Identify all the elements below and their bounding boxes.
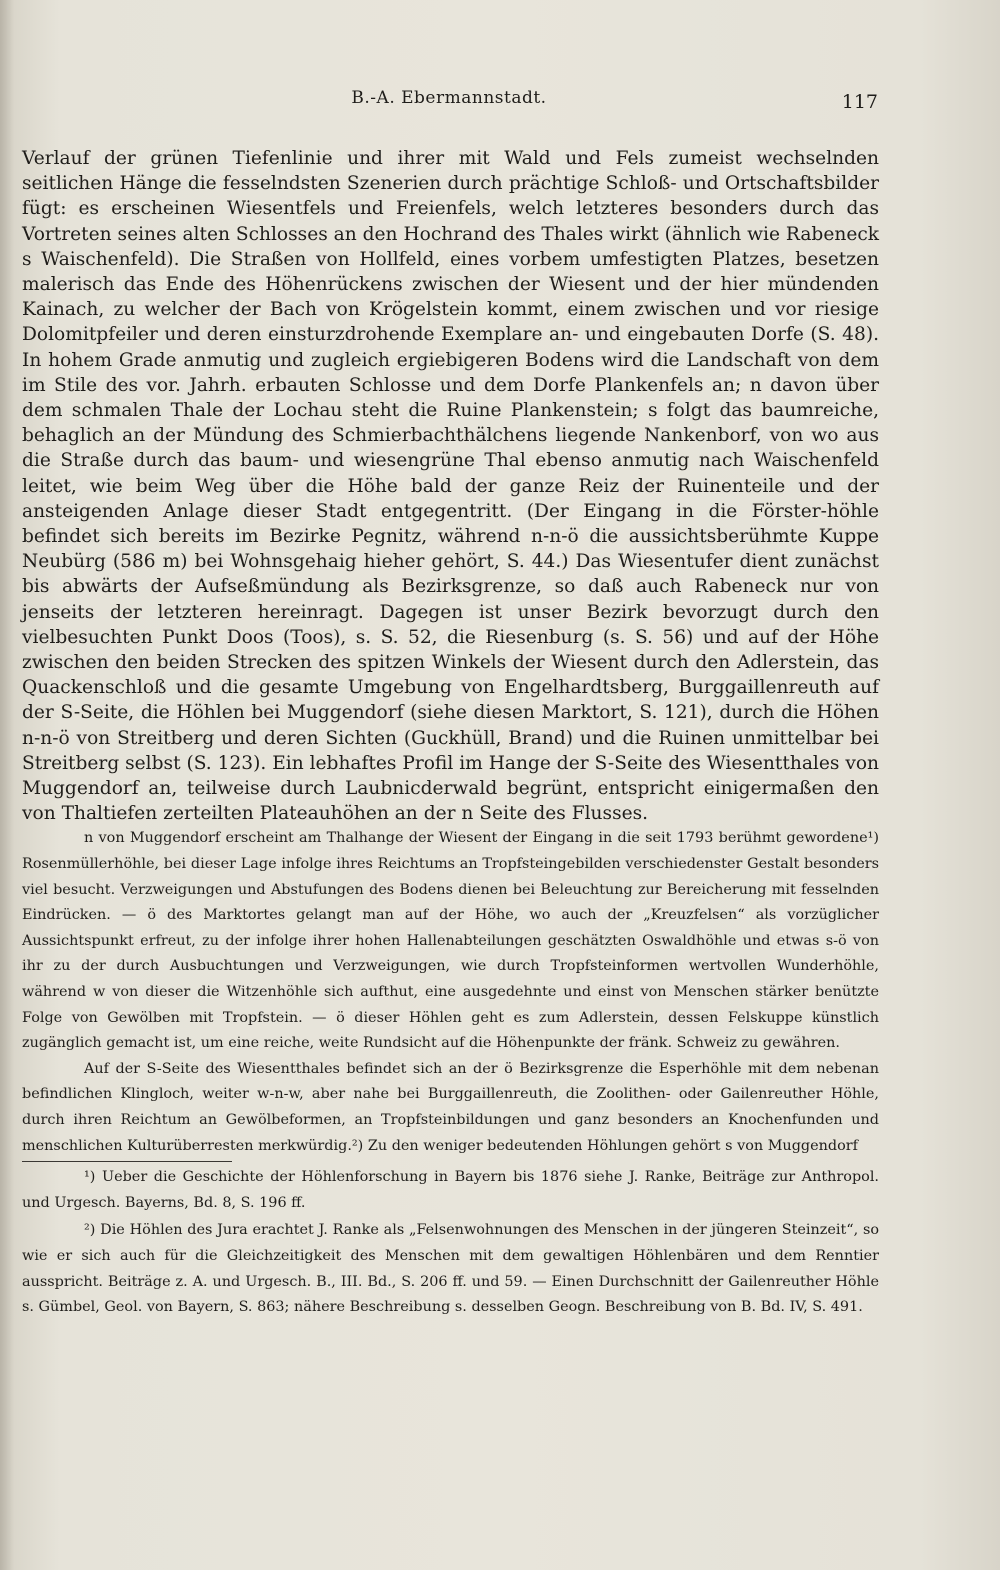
small-paragraph-caves-muggendorf: n von Muggendorf erscheint am Thalhange der Wiesent der Eingang in die seit 1793 berühmt gewordene¹) Rosenmüllerhöhle, bei dieser Lage infolge ihres Reichtums an Tropfsteingebilden verschiedenster Gestalt besonders viel besucht. Verzweigungen und Abstufungen des Bodens dienen bei Beleuchtung zur Bereicherung mit fesselnden Eindrücken. — ö des Marktortes gelangt man auf der Höhe, wo auch der „Kreuzfelsen“ als vorzüglicher Aussichtspunkt erfreut, zu der infolge ihrer hohen Hallenabteilungen geschätzten Oswaldhöhle und etwas s-ö von ihr zu der durch Ausbuchtungen und Verzweigungen, wie durch Tropfsteinformen wertvollen Wunderhöhle, während w von dieser die Witzenhöhle sich aufthut, eine ausgedehnte und einst von Menschen stärker benützte Folge von Gewölben mit Tropfstein. — ö dieser Höhlen geht es zum Adlerstein, dessen Felskuppe künstlich zugänglich gemacht ist, um eine reiche, weite Rundsicht auf die Höhenpunkte der fränk. Schweiz zu gewähren. xyxy=(22,830,879,1052)
footnote-2: ²) Die Höhlen des Jura erachtet J. Ranke als „Felsenwohnungen des Menschen in der jüngeren Steinzeit“, so wie er sich auch für die Gleichzeitigkeit des Menschen mit dem gewaltigen Höhlenbären und dem Renntier ausspricht. Beiträge z. A. und Urgesch. B., III. Bd., S. 206 ff. und 59. — Einen Durchschnitt der Gailenreuther Höhle s. Gümbel, Geol. von Bayern, S. 863; nähere Beschreibung s. desselben Geogn. Beschreibung von B. Bd. IV, S. 491. xyxy=(22,1222,879,1316)
page-header xyxy=(20,88,878,118)
footnotes xyxy=(22,1165,879,1321)
small-paragraph-caves-south-side: Auf der S-Seite des Wiesentthales befindet sich an der ö Bezirksgrenze die Esperhöhle mit dem nebenan befindlichen Klingloch, weiter w-n-w, aber nahe bei Burggaillenreuth, die Zoolithen- oder Gailenreuther Höhle, durch ihren Reichtum an Gewölbeformen, an Tropfsteinbildungen und ganz besonders an Knochenfunden und menschlichen Kulturüberresten merkwürdig.²) Zu den weniger bedeutenden Höhlungen gehört s von Muggendorf xyxy=(22,1060,879,1154)
main-paragraph: Verlauf der grünen Tiefenlinie und ihrer mit Wald und Fels zumeist wechselnden seitlichen Hänge die fesselndsten Szenerien durch prächtige Schloß- und Ortschaftsbilder fügt: es erscheinen Wiesentfels und Freienfels, welch letzteres besonders durch das Vortreten seines alten Schlosses an den Hochrand des Thales wirkt (ähnlich wie Rabeneck s Waischenfeld). Die Straßen von Hollfeld, eines vorbem umfestigten Platzes, besetzen malerisch das Ende des Höhenrückens zwischen der Wiesent und der hier mündenden Kainach, zu welcher der Bach von Krögelstein kommt, einem zwischen und vor riesige Dolomitpfeiler und deren einsturzdrohende Exemplare an- und eingebauten Dorfe (S. 48). In hohem Grade anmutig und zugleich ergiebigeren Bodens wird die Landschaft von dem im Stile des vor. Jahrh. erbauten Schlosse und dem Dorfe Plankenfels an; n davon über dem schmalen Thale der Lochau steht die Ruine Plankenstein; s folgt das baumreiche, behaglich an der Mündung des Schmierbachthälchens liegende Nankenborf, von wo aus die Straße durch das baum- und wiesengrüne Thal ebenso anmutig nach Waischenfeld leitet, wie beim Weg über die Höhe bald der ganze Reiz der Ruinenteile und der ansteigenden Anlage dieser Stadt entgegentritt. (Der Eingang in die Förster-höhle befindet sich bereits im Bezirke Pegnitz, während n-n-ö die aussichtsberühmte Kuppe Neubürg (586 m) bei Wohnsgehaig hieher gehört, S. 44.) Das Wiesentufer dient zunächst bis abwärts der Aufseßmündung als Bezirksgrenze, so daß auch Rabeneck nur von jenseits der letzteren hereinragt. Dagegen ist unser Bezirk bevorzugt durch den vielbesuchten Punkt Doos (Toos), s. S. 52, die Riesenburg (s. S. 56) und auf der Höhe zwischen den beiden Strecken des spitzen Winkels der Wiesent durch den Adlerstein, das Quackenschloß und die gesamte Umgebung von Engelhardtsberg, Burggaillenreuth auf der S-Seite, die Höhlen bei Muggendorf (siehe diesen Marktort, S. 121), durch die Höhen n-n-ö von Streitberg und deren Sichten (Guckhüll, Brand) und die Ruinen unmittelbar bei Streitberg selbst (S. 123). Ein lebhaftes Profil im Hange der S-Seite des Wiesentthales von Muggendorf an, teilweise durch Laubnicderwald begrünt, entspricht einigermaßen den von Thaltiefen zerteilten Plateauhöhen an der n Seite des Flusses. xyxy=(22,148,879,825)
footnote-divider xyxy=(22,1161,232,1162)
running-head: B.-A. Ebermannstadt. xyxy=(351,88,547,108)
text-body xyxy=(22,146,879,1321)
small-print-section xyxy=(22,826,879,1159)
footnote-1: ¹) Ueber die Geschichte der Höhlenforschung in Bayern bis 1876 siehe J. Ranke, Beiträge zur Anthropol. und Urgesch. Bayerns, Bd. 8, S. 196 ff. xyxy=(22,1169,879,1211)
main-text xyxy=(22,146,879,826)
page-number: 117 xyxy=(841,91,878,113)
